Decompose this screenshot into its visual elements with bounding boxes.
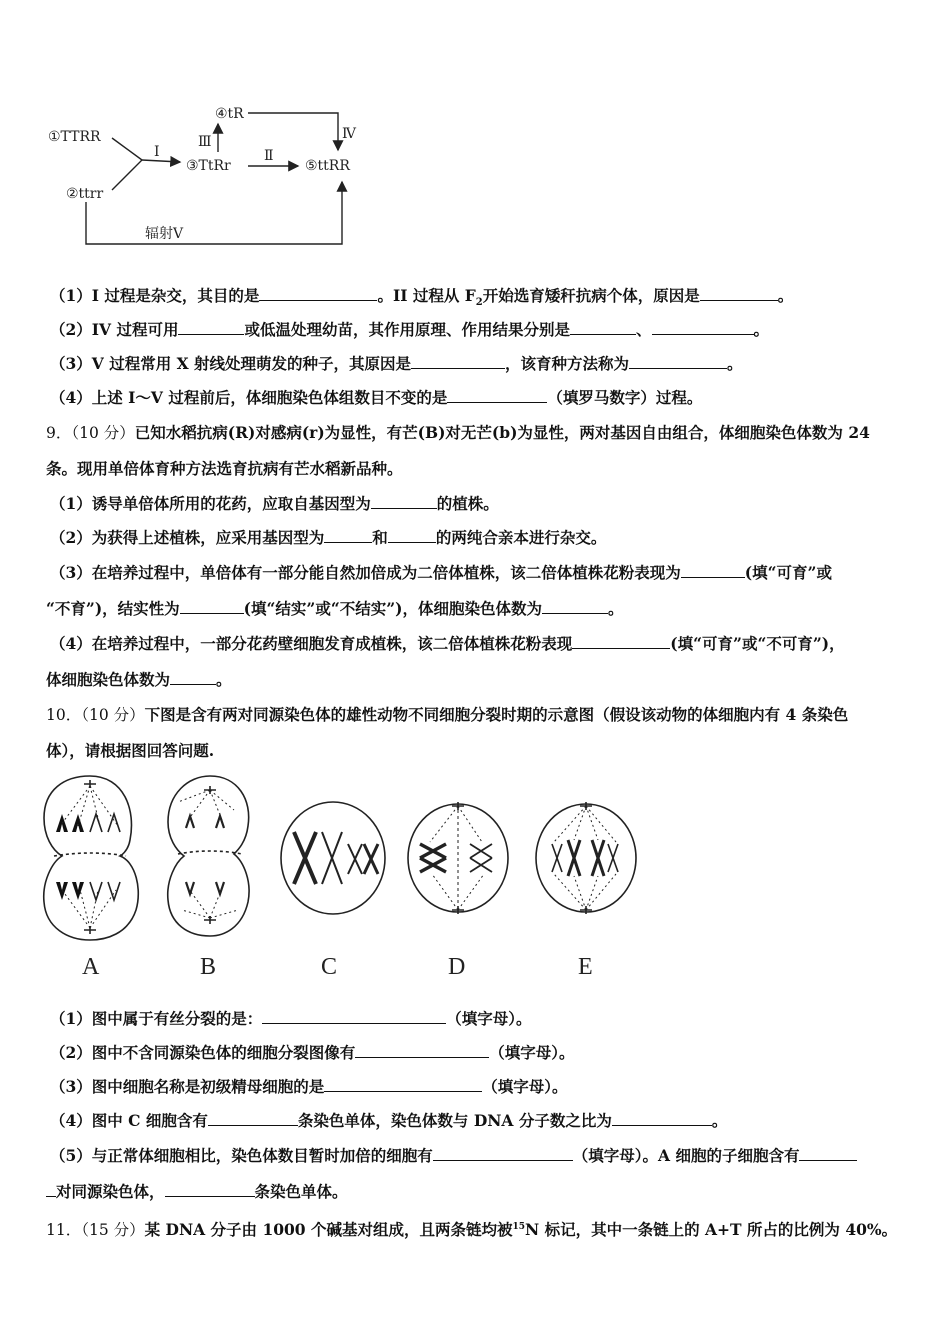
answer-blank[interactable]: [572, 634, 670, 649]
q10-item-4: （4）图中 C 细胞含有 条染色单体，染色体数与 DNA 分子数之比为 。: [50, 1111, 728, 1130]
answer-blank[interactable]: [447, 388, 547, 403]
q10-item-5: （5）与正常体细胞相比，染色体数目暂时加倍的细胞有 （填字母）。A 细胞的子细胞含有: [50, 1145, 906, 1167]
cell-a: [44, 776, 139, 940]
q9-item-4: （4）在培养过程中，一部分花药壁细胞发育成植株，该二倍体植株花粉表现 (填“可育”或“不可育”)，: [50, 634, 845, 653]
q10-item-3: （3）图中细胞名称是初级精母细胞的是 （填字母）。: [50, 1077, 568, 1096]
node-ttrr2: ②ttrr: [66, 186, 104, 202]
cell-division-figure: [38, 770, 658, 985]
node-tr4: ④tR: [215, 106, 244, 122]
node-ttrr5: ⑤ttRR: [305, 158, 350, 174]
q9-item-1: （1）诱导单倍体所用的花药，应取自基因型为 的植株。: [50, 494, 499, 513]
q8-item-3: （3）V 过程常用 X 射线处理萌发的种子，其原因是 ，该育种方法称为 。: [50, 354, 743, 373]
q8-item-4: （4）上述 I～V 过程前后，体细胞染色体组数目不变的是 （填罗马数字）过程。: [50, 388, 703, 407]
answer-blank[interactable]: [411, 354, 505, 369]
answer-blank[interactable]: [324, 528, 372, 543]
answer-blank[interactable]: [652, 320, 754, 335]
answer-blank[interactable]: [46, 1182, 56, 1197]
answer-blank[interactable]: [170, 670, 216, 685]
answer-blank[interactable]: [570, 320, 636, 335]
q9-item-3: （3）在培养过程中，单倍体有一部分能自然加倍成为二倍体植株，该二倍体植株花粉表现为 (填“可育”或: [50, 563, 832, 582]
answer-blank[interactable]: [629, 354, 727, 369]
cell-e: [536, 802, 636, 914]
process-label-1: I: [154, 144, 160, 160]
q10-stem-line-1: 10．（10 分）下图是含有两对同源染色体的雄性动物不同细胞分裂时期的示意图（假设该动物的体细胞内有 4 条染色: [46, 705, 849, 724]
answer-blank[interactable]: [178, 320, 244, 335]
q10-item-5-cont: 对同源染色体， 条染色单体。: [46, 1181, 906, 1203]
answer-blank[interactable]: [700, 286, 778, 301]
node-ttrr3: ③TtRr: [186, 158, 231, 174]
answer-blank[interactable]: [180, 599, 244, 614]
answer-blank[interactable]: [612, 1111, 712, 1126]
breeding-diagram: [40, 98, 380, 248]
answer-blank[interactable]: [165, 1182, 255, 1197]
arrow-4: [248, 113, 338, 150]
cell-d: [408, 802, 508, 914]
answer-blank[interactable]: [542, 599, 608, 614]
cell-c: [281, 802, 385, 914]
cell-label-e: E: [578, 954, 593, 980]
q10-item-2: （2）图中不含同源染色体的细胞分裂图像有 （填字母）。: [50, 1043, 575, 1062]
cell-label-a: A: [82, 954, 100, 980]
answer-blank[interactable]: [799, 1146, 857, 1161]
arrow-1: [142, 160, 180, 162]
q11-stem: 11．（15 分）某 DNA 分子由 1000 个碱基对组成，且两条链均被$^{15}$N 标记，其中一条链上的 A+T 所占的比例为 40%。: [46, 1220, 898, 1240]
process-label-5: 辐射Ⅴ: [145, 226, 184, 242]
q8-item-2: （2）IV 过程可用 或低温处理幼苗，其作用原理、作用结果分别是 、 。: [50, 320, 770, 339]
cell-b: [168, 776, 249, 936]
answer-blank[interactable]: [371, 494, 437, 509]
q9-stem-line-1: 9．（10 分）已知水稻抗病(R)对感病(r)为显性，有芒(B)对无芒(b)为显性，两对基因自由组合，体细胞染色体数为 24: [46, 423, 870, 442]
q9-item-3-cont: “不育”)，结实性为 (填“结实”或“不结实”)，体细胞染色体数为 。: [46, 599, 624, 618]
q9-stem-line-2: 条。现用单倍体育种方法选育抗病有芒水稻新品种。: [46, 459, 403, 478]
answer-blank[interactable]: [681, 563, 745, 578]
cell-label-b: B: [200, 954, 217, 980]
answer-blank[interactable]: [433, 1146, 573, 1161]
arrow-5: [86, 182, 342, 244]
node-ttrr: ①TTRR: [48, 129, 101, 145]
q10-item-1: （1）图中属于有丝分裂的是： （填字母）。: [50, 1009, 532, 1028]
process-label-3: Ⅲ: [198, 134, 212, 150]
q8-item-1: （1）I 过程是杂交，其目的是 。II 过程从 $F_2$开始选育矮秆抗病个体，原因是 。: [50, 286, 794, 309]
answer-blank[interactable]: [355, 1043, 489, 1058]
q9-item-4-cont: 体细胞染色体数为 。: [46, 670, 232, 689]
process-label-2: Ⅱ: [264, 148, 274, 164]
answer-blank[interactable]: [259, 286, 377, 301]
process-label-4: Ⅳ: [342, 126, 356, 142]
cell-label-d: D: [448, 954, 466, 980]
answer-blank[interactable]: [324, 1077, 482, 1092]
cell-label-c: C: [321, 954, 338, 980]
answer-blank[interactable]: [208, 1111, 298, 1126]
answer-blank[interactable]: [388, 528, 436, 543]
q10-stem-line-2: 体），请根据图回答问题.: [46, 741, 215, 760]
answer-blank[interactable]: [262, 1009, 446, 1024]
q9-item-2: （2）为获得上述植株，应采用基因型为 和 的两纯合亲本进行杂交。: [50, 528, 607, 547]
cross-lines: [112, 138, 142, 190]
